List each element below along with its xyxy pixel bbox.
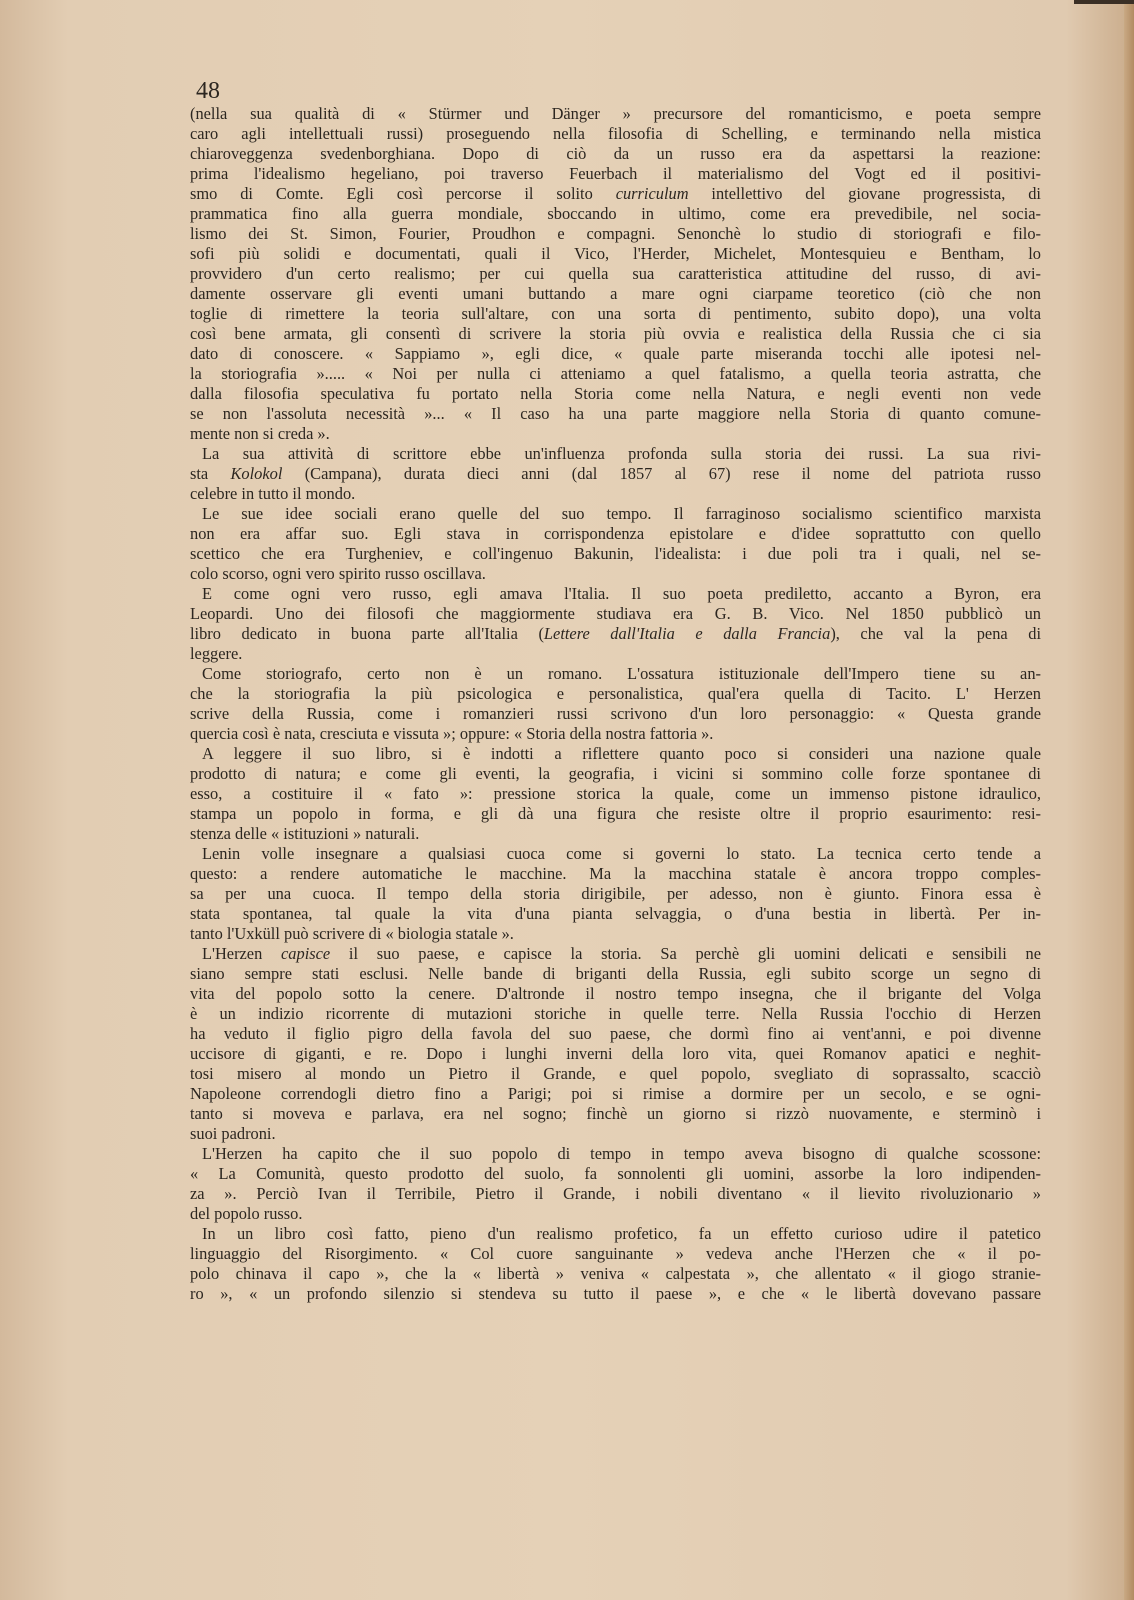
text-line (190, 484, 1041, 504)
text-segment: tosi misero al mondo un Pietro il Grande, e quel popolo, svegliato di soprassalto, scacciò (190, 1064, 1041, 1083)
text-segment: La sua attività di scrittore ebbe un'influenza profonda sulla storia dei russi. La sua rivi- (202, 444, 1041, 463)
text-line (190, 904, 1041, 924)
text-line (190, 144, 1041, 164)
text-segment: sa per una cuoca. Il tempo della storia dirigibile, per adesso, non è giunto. Finora essa è (190, 884, 1041, 903)
text-segment: (Campana), durata dieci anni (dal 1857 al 67) rese il nome del patriota russo (282, 464, 1041, 483)
text-line (190, 324, 1041, 344)
text-segment: mente non si creda ». (190, 424, 330, 443)
text-line (190, 264, 1041, 284)
text-line (190, 704, 1041, 724)
text-segment: L'Herzen ha capito che il suo popolo di tempo in tempo aveva bisogno di qualche scossone: (202, 1144, 1041, 1163)
text-line (190, 284, 1041, 304)
text-line (190, 984, 1041, 1004)
text-segment: prammatica fino alla guerra mondiale, sboccando in ultimo, come era prevedibile, nel socia- (190, 204, 1041, 223)
text-segment: L'Herzen (202, 944, 282, 963)
text-segment: leggere. (190, 644, 243, 663)
text-segment: lismo dei St. Simon, Fourier, Proudhon e compagni. Senonchè lo studio di storiografi e filo- (190, 224, 1041, 243)
text-line (190, 824, 1041, 844)
text-segment: smo di Comte. Egli così percorse il solito (190, 184, 616, 203)
text-segment: Leopardi. Uno dei filosofi che maggiormente studiava era G. B. Vico. Nel 1850 pubblicò un (190, 604, 1041, 623)
text-segment: libro dedicato in buona parte all'Italia ( (190, 624, 544, 643)
text-segment: questo: a rendere automatiche le macchine. Ma la macchina statale è ancora troppo comples- (190, 864, 1041, 883)
italic-title: capisce (281, 944, 331, 963)
text-line (190, 504, 1041, 524)
text-segment: celebre in tutto il mondo. (190, 484, 356, 503)
page-number: 48 (196, 78, 220, 104)
text-segment: caro agli intellettuali russi) proseguendo nella filosofia di Schelling, e terminando nella mistica (190, 124, 1041, 143)
text-line (190, 344, 1041, 364)
text-line (190, 404, 1041, 424)
text-line (190, 684, 1041, 704)
text-line (190, 164, 1041, 184)
text-line (190, 204, 1041, 224)
text-line (190, 184, 1041, 204)
text-line (190, 664, 1041, 684)
text-line (190, 804, 1041, 824)
text-line (190, 124, 1041, 144)
page-corner-mark (1074, 0, 1134, 4)
text-segment: dato di conoscere. « Sappiamo », egli dice, « quale parte miseranda tocchi alle ipotesi nel- (190, 344, 1041, 363)
body-text (190, 104, 1041, 1304)
text-segment: vita del popolo sotto la cenere. D'altronde il nostro tempo insegna, che il brigante del Volga (190, 984, 1041, 1003)
text-segment: damente osservare gli eventi umani buttando a mare ogni ciarpame teoretico (ciò che non (190, 284, 1041, 303)
text-segment: chiaroveggenza svedenborghiana. Dopo di ciò da un russo era da aspettarsi la reazione: (190, 144, 1041, 163)
text-line (190, 1004, 1041, 1024)
text-segment: suoi padroni. (190, 1124, 276, 1143)
text-segment: provvidero d'un certo realismo; per cui quella sua caratteristica attitudine del russo, di avi- (190, 264, 1041, 283)
text-segment: stenza delle « istituzioni » naturali. (190, 824, 420, 843)
text-segment: Le sue idee sociali erano quelle del suo tempo. Il farraginoso socialismo scientifico marxista (202, 504, 1041, 523)
text-segment: dalla filosofia speculativa fu portato nella Storia come nella Natura, e negli eventi non vede (190, 384, 1041, 403)
text-segment: che la storiografia la più psicologica e personalistica, qual'era quella di Tacito. L' Herzen (190, 684, 1041, 703)
text-line (190, 304, 1041, 324)
text-line (190, 244, 1041, 264)
text-line (190, 544, 1041, 564)
text-line (190, 104, 1041, 124)
text-segment: stampa un popolo in forma, e gli dà una figura che resiste oltre il proprio esaurimento: resi- (190, 804, 1041, 823)
text-segment: stata spontanea, tal quale la vita d'una pianta selvaggia, o d'una bestia in libertà. Per in- (190, 904, 1041, 923)
text-line (190, 444, 1041, 464)
text-segment: prima l'idealismo hegeliano, poi traverso Feuerbach il materialismo del Vogt ed il positivi- (190, 164, 1041, 183)
text-segment: In un libro così fatto, pieno d'un realismo profetico, fa un effetto curioso udire il patetico (202, 1224, 1041, 1243)
text-line (190, 964, 1041, 984)
text-segment: prodotto di natura; e come gli eventi, la geografia, i vicini si sommino colle forze spontanee di (190, 764, 1041, 783)
italic-title: Lettere dall'Italia e dalla Francia (543, 624, 831, 643)
text-line (190, 424, 1041, 444)
text-segment: del popolo russo. (190, 1204, 303, 1223)
text-segment: (nella sua qualità di « Stürmer und Dänger » precursore del romanticismo, e poeta sempre (190, 104, 1041, 123)
text-segment: ha veduto il figlio pigro della favola del suo paese, che dormì fino ai vent'anni, e poi divenne (190, 1024, 1041, 1043)
text-segment: polo chinava il capo », che la « libertà » veniva « calpestata », che allentato « il giogo stranie- (190, 1264, 1041, 1283)
text-segment: sofi più solidi e documentati, quali il Vico, l'Herder, Michelet, Montesquieu e Bentham, lo (190, 244, 1041, 263)
text-segment: scettico che era Turgheniev, e coll'ingenuo Bakunin, l'idealista: i due poli tra i quali, nel se- (190, 544, 1041, 563)
text-segment: Come storiografo, certo non è un romano. L'ossatura istituzionale dell'Impero tiene su an- (202, 664, 1041, 683)
text-segment: « La Comunità, questo prodotto del suolo, fa sonnolenti gli uomini, assorbe la loro indipenden- (190, 1164, 1041, 1183)
text-segment: la storiografia »..... « Noi per nulla ci atteniamo a quel fatalismo, a quella teoria astratta, che (190, 364, 1041, 383)
text-line (190, 944, 1041, 964)
text-line (190, 1064, 1041, 1084)
text-line (190, 1264, 1041, 1284)
text-segment: tanto l'Uxküll può scrivere di « biologia statale ». (190, 924, 514, 943)
text-line (190, 844, 1041, 864)
text-segment: così bene armata, gli consentì di scrivere la storia più ovvia e realistica della Russia che ci sia (190, 324, 1041, 343)
text-segment: il suo paese, e capisce la storia. Sa perchè gli uomini delicati e sensibili ne (330, 944, 1041, 963)
text-segment: A leggere il suo libro, si è indotti a riflettere quanto poco si consideri una nazione quale (202, 744, 1041, 763)
text-line (190, 624, 1041, 644)
text-segment: siano sempre stati esclusi. Nelle bande di briganti della Russia, egli subito scorge un segno di (190, 964, 1041, 983)
italic-title: curriculum (615, 184, 689, 203)
italic-title: Kolokol (230, 464, 283, 483)
text-line (190, 1284, 1041, 1304)
text-segment: quercia così è nata, cresciuta e vissuta »; oppure: « Storia della nostra fattoria ». (190, 724, 714, 743)
text-line (190, 224, 1041, 244)
text-segment: tanto si moveva e parlava, era nel sogno; finchè un giorno si rizzò nuovamente, e sterminò i (190, 1104, 1041, 1123)
text-segment: Lenin volle insegnare a qualsiasi cuoca come si governi lo stato. La tecnica certo tende a (202, 844, 1041, 863)
text-line (190, 864, 1041, 884)
text-line (190, 524, 1041, 544)
text-segment: se non l'assoluta necessità »... « Il caso ha una parte maggiore nella Storia di quanto comune- (190, 404, 1041, 423)
text-line (190, 784, 1041, 804)
text-segment: esso, a costituire il « fato »: pressione storica la quale, come un immenso pistone idraulico, (190, 784, 1041, 803)
text-segment: E come ogni vero russo, egli amava l'Italia. Il suo poeta prediletto, accanto a Byron, era (202, 584, 1041, 603)
text-line (190, 1144, 1041, 1164)
text-segment: ), che val la pena di (830, 624, 1041, 643)
text-line (190, 584, 1041, 604)
text-line (190, 604, 1041, 624)
text-line (190, 1164, 1041, 1184)
text-segment: za ». Perciò Ivan il Terribile, Pietro il Grande, i nobili diventano « il lievito rivoluzionario » (190, 1184, 1041, 1203)
text-line (190, 1044, 1041, 1064)
text-line (190, 364, 1041, 384)
text-segment: toglie di rimettere la teoria sull'altare, con una sorta di pentimento, subito dopo), una volta (190, 304, 1041, 323)
text-line (190, 1204, 1041, 1224)
text-line (190, 744, 1041, 764)
text-line (190, 764, 1041, 784)
text-line (190, 1224, 1041, 1244)
text-segment: colo scorso, ogni vero spirito russo oscillava. (190, 564, 486, 583)
text-segment: Napoleone correndogli dietro fino a Parigi; poi si rimise a dormire per un secolo, e se ogni- (190, 1084, 1041, 1103)
page-edge-shadow (1124, 0, 1134, 1600)
text-segment: scrive della Russia, come i romanzieri russi scrivono d'un loro personaggio: « Questa grande (190, 704, 1041, 723)
text-line (190, 1024, 1041, 1044)
text-segment: è un indizio ricorrente di mutazioni storiche in quelle terre. Nella Russia l'occhio di Herzen (190, 1004, 1041, 1023)
text-segment: non era affar suo. Egli stava in corrispondenza epistolare e d'idee soprattutto con quello (190, 524, 1041, 543)
text-line (190, 644, 1041, 664)
text-segment: intellettivo del giovane progressista, di (688, 184, 1041, 203)
text-line (190, 884, 1041, 904)
text-segment: uccisore di giganti, e re. Dopo i lunghi inverni della loro vita, quei Romanov apatici e neghit- (190, 1044, 1041, 1063)
text-line (190, 1104, 1041, 1124)
text-line (190, 1124, 1041, 1144)
text-line (190, 1184, 1041, 1204)
text-segment: linguaggio del Risorgimento. « Col cuore sanguinante » vedeva anche l'Herzen che « il po- (190, 1244, 1041, 1263)
text-line (190, 724, 1041, 744)
text-line (190, 1084, 1041, 1104)
text-segment: sta (190, 464, 231, 483)
text-line (190, 1244, 1041, 1264)
text-line (190, 384, 1041, 404)
text-segment: ro », « un profondo silenzio si stendeva su tutto il paese », e che « le libertà dovevano passare (190, 1284, 1041, 1303)
text-line (190, 564, 1041, 584)
text-line (190, 464, 1041, 484)
text-line (190, 924, 1041, 944)
